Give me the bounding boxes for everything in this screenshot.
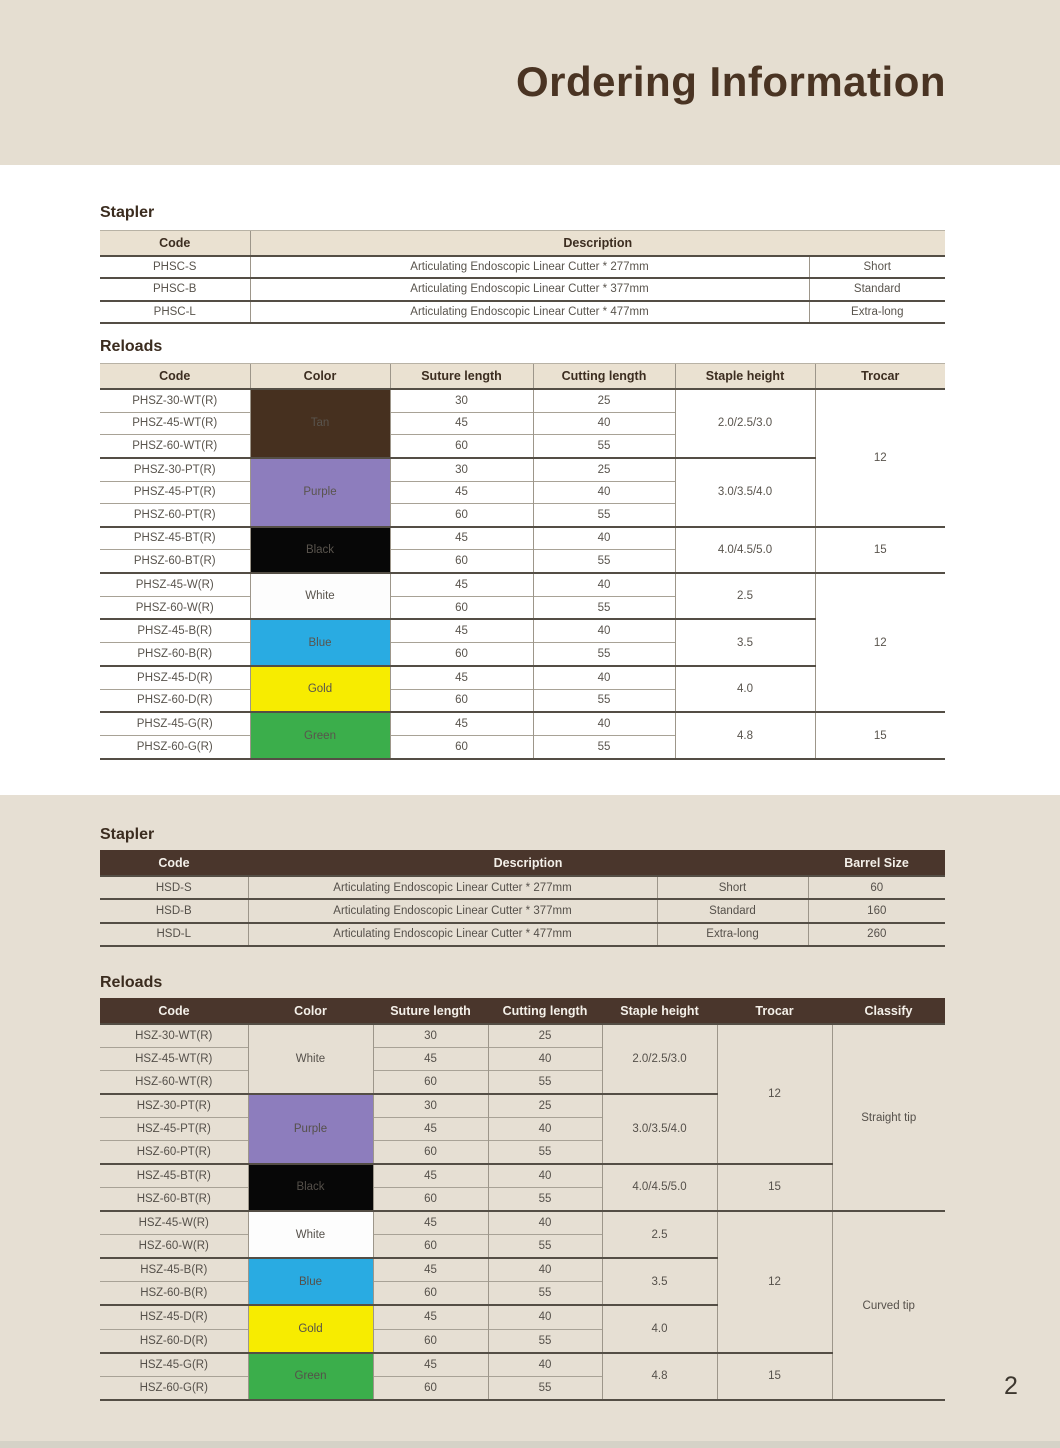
suture-cell: 45 bbox=[390, 481, 533, 503]
trocar-cell: 12 bbox=[815, 573, 945, 712]
suture-cell: 45 bbox=[390, 712, 533, 735]
table-row bbox=[100, 899, 945, 922]
code-cell: HSD-S bbox=[100, 876, 248, 899]
suture-cell: 45 bbox=[390, 412, 533, 434]
col-header-barrel-size: Barrel Size bbox=[808, 850, 945, 876]
code-cell: HSD-B bbox=[100, 899, 248, 922]
section-heading-reloads-1: Reloads bbox=[100, 338, 163, 355]
staple-height-cell: 2.0/2.5/3.0 bbox=[602, 1024, 717, 1094]
stapler-table-2 bbox=[100, 850, 945, 947]
col-header-trocar: Trocar bbox=[717, 998, 832, 1024]
code-cell: HSZ-60-D(R) bbox=[100, 1329, 248, 1353]
section-heading-reloads-2: Reloads bbox=[100, 974, 163, 991]
code-cell: PHSZ-45-PT(R) bbox=[100, 481, 250, 503]
header-banner bbox=[0, 0, 1060, 165]
type-cell: Extra-long bbox=[657, 923, 808, 946]
table-row bbox=[100, 301, 945, 323]
staple-height-cell: 4.0 bbox=[675, 666, 815, 712]
table-row bbox=[100, 278, 945, 300]
col-header-suture-length: Suture length bbox=[373, 998, 488, 1024]
cutting-cell: 25 bbox=[533, 458, 675, 481]
suture-cell: 45 bbox=[373, 1258, 488, 1282]
code-cell: PHSZ-60-BT(R) bbox=[100, 550, 250, 573]
code-cell: PHSZ-30-PT(R) bbox=[100, 458, 250, 481]
stapler-table-1 bbox=[100, 230, 945, 324]
cutting-cell: 40 bbox=[488, 1048, 602, 1071]
cutting-cell: 55 bbox=[488, 1282, 602, 1306]
header-row bbox=[100, 850, 945, 876]
cutting-cell: 55 bbox=[533, 435, 675, 458]
cutting-cell: 55 bbox=[488, 1376, 602, 1400]
trocar-cell: 15 bbox=[815, 712, 945, 759]
cutting-cell: 55 bbox=[488, 1070, 602, 1094]
suture-cell: 60 bbox=[390, 643, 533, 666]
color-swatch: White bbox=[250, 573, 390, 619]
suture-cell: 60 bbox=[390, 736, 533, 759]
code-cell: HSZ-45-B(R) bbox=[100, 1258, 248, 1282]
col-header-code: Code bbox=[100, 850, 248, 876]
code-cell: PHSZ-45-G(R) bbox=[100, 712, 250, 735]
staple-height-cell: 2.5 bbox=[675, 573, 815, 619]
page-number: 2 bbox=[1004, 1372, 1018, 1400]
code-cell: HSZ-60-PT(R) bbox=[100, 1140, 248, 1164]
code-cell: HSZ-60-BT(R) bbox=[100, 1187, 248, 1211]
cutting-cell: 40 bbox=[533, 481, 675, 503]
col-header-cutting-length: Cutting length bbox=[488, 998, 602, 1024]
cutting-cell: 40 bbox=[533, 712, 675, 735]
cutting-cell: 40 bbox=[488, 1164, 602, 1188]
suture-cell: 60 bbox=[390, 435, 533, 458]
trocar-cell: 15 bbox=[815, 527, 945, 573]
suture-cell: 30 bbox=[390, 389, 533, 412]
col-header-trocar: Trocar bbox=[815, 364, 945, 390]
code-cell: PHSZ-30-WT(R) bbox=[100, 389, 250, 412]
suture-cell: 45 bbox=[390, 619, 533, 642]
cutting-cell: 40 bbox=[533, 527, 675, 550]
color-swatch: White bbox=[248, 1024, 373, 1094]
staple-height-cell: 4.0 bbox=[602, 1305, 717, 1352]
cutting-cell: 55 bbox=[488, 1235, 602, 1259]
classify-cell: Straight tip bbox=[832, 1024, 945, 1211]
col-header-code: Code bbox=[100, 231, 250, 257]
type-cell: Short bbox=[657, 876, 808, 899]
suture-cell: 30 bbox=[390, 458, 533, 481]
color-swatch: Black bbox=[248, 1164, 373, 1211]
cutting-cell: 25 bbox=[533, 389, 675, 412]
trocar-cell: 15 bbox=[717, 1353, 832, 1400]
color-swatch: Blue bbox=[248, 1258, 373, 1305]
cutting-cell: 55 bbox=[533, 503, 675, 526]
code-cell: PHSC-S bbox=[100, 256, 250, 278]
code-cell: PHSC-B bbox=[100, 278, 250, 300]
cutting-cell: 40 bbox=[488, 1258, 602, 1282]
cutting-cell: 40 bbox=[533, 619, 675, 642]
code-cell: PHSZ-60-W(R) bbox=[100, 596, 250, 619]
table-row bbox=[100, 1024, 945, 1048]
suture-cell: 45 bbox=[390, 573, 533, 596]
suture-cell: 60 bbox=[373, 1235, 488, 1259]
code-cell: HSZ-45-D(R) bbox=[100, 1305, 248, 1329]
description-cell: Articulating Endoscopic Linear Cutter * 277mm bbox=[248, 876, 657, 899]
cutting-cell: 40 bbox=[488, 1305, 602, 1329]
table-row bbox=[100, 876, 945, 899]
code-cell: PHSC-L bbox=[100, 301, 250, 323]
staple-height-cell: 4.0/4.5/5.0 bbox=[602, 1164, 717, 1211]
col-header-cutting-length: Cutting length bbox=[533, 364, 675, 390]
reloads-table-1 bbox=[100, 363, 945, 760]
suture-cell: 60 bbox=[373, 1070, 488, 1094]
staple-height-cell: 2.5 bbox=[602, 1211, 717, 1258]
color-swatch: Green bbox=[250, 712, 390, 759]
footer-bar bbox=[0, 1441, 1060, 1448]
color-swatch: Tan bbox=[250, 389, 390, 458]
cutting-cell: 55 bbox=[533, 643, 675, 666]
staple-height-cell: 3.5 bbox=[602, 1258, 717, 1305]
col-header-description: Description bbox=[248, 850, 808, 876]
suture-cell: 45 bbox=[373, 1305, 488, 1329]
cutting-cell: 55 bbox=[488, 1329, 602, 1353]
staple-height-cell: 4.8 bbox=[602, 1353, 717, 1400]
col-header-staple-height: Staple height bbox=[602, 998, 717, 1024]
cutting-cell: 25 bbox=[488, 1094, 602, 1118]
table-row bbox=[100, 923, 945, 946]
reloads-table-2 bbox=[100, 998, 945, 1401]
suture-cell: 60 bbox=[373, 1329, 488, 1353]
suture-cell: 45 bbox=[373, 1118, 488, 1141]
col-header-suture-length: Suture length bbox=[390, 364, 533, 390]
color-swatch: Black bbox=[250, 527, 390, 573]
col-header-code: Code bbox=[100, 998, 248, 1024]
code-cell: HSZ-60-B(R) bbox=[100, 1282, 248, 1306]
code-cell: PHSZ-45-D(R) bbox=[100, 666, 250, 689]
cutting-cell: 40 bbox=[533, 412, 675, 434]
table-row bbox=[100, 389, 945, 412]
suture-cell: 60 bbox=[390, 550, 533, 573]
suture-cell: 30 bbox=[373, 1094, 488, 1118]
code-cell: HSZ-60-W(R) bbox=[100, 1235, 248, 1259]
suture-cell: 45 bbox=[373, 1211, 488, 1235]
table-row bbox=[100, 712, 945, 735]
suture-cell: 60 bbox=[373, 1282, 488, 1306]
section-heading-stapler-1: Stapler bbox=[100, 204, 155, 221]
cutting-cell: 55 bbox=[533, 596, 675, 619]
suture-cell: 60 bbox=[390, 503, 533, 526]
classify-cell: Curved tip bbox=[832, 1211, 945, 1400]
header-row bbox=[100, 231, 945, 257]
suture-cell: 60 bbox=[390, 689, 533, 712]
trocar-cell: 15 bbox=[717, 1164, 832, 1211]
table-row bbox=[100, 527, 945, 550]
code-cell: PHSZ-60-PT(R) bbox=[100, 503, 250, 526]
code-cell: HSZ-60-G(R) bbox=[100, 1376, 248, 1400]
code-cell: PHSZ-45-B(R) bbox=[100, 619, 250, 642]
staple-height-cell: 3.5 bbox=[675, 619, 815, 665]
color-swatch: Gold bbox=[250, 666, 390, 712]
cutting-cell: 25 bbox=[488, 1024, 602, 1048]
code-cell: PHSZ-60-WT(R) bbox=[100, 435, 250, 458]
color-swatch: Purple bbox=[250, 458, 390, 527]
cutting-cell: 55 bbox=[488, 1187, 602, 1211]
cutting-cell: 55 bbox=[533, 736, 675, 759]
description-cell: Articulating Endoscopic Linear Cutter * 477mm bbox=[250, 301, 809, 323]
description-cell: Articulating Endoscopic Linear Cutter * 377mm bbox=[248, 899, 657, 922]
suture-cell: 45 bbox=[373, 1164, 488, 1188]
staple-height-cell: 3.0/3.5/4.0 bbox=[675, 458, 815, 527]
table-row bbox=[100, 573, 945, 596]
suture-cell: 45 bbox=[373, 1048, 488, 1071]
table-row bbox=[100, 1164, 945, 1188]
color-swatch: Green bbox=[248, 1353, 373, 1400]
section-heading-stapler-2: Stapler bbox=[100, 826, 155, 843]
cutting-cell: 40 bbox=[488, 1353, 602, 1377]
color-swatch: Blue bbox=[250, 619, 390, 665]
type-cell: Short bbox=[809, 256, 945, 278]
trocar-cell: 12 bbox=[717, 1211, 832, 1353]
barrel-cell: 260 bbox=[808, 923, 945, 946]
suture-cell: 60 bbox=[373, 1140, 488, 1164]
type-cell: Standard bbox=[809, 278, 945, 300]
cutting-cell: 40 bbox=[533, 666, 675, 689]
code-cell: HSD-L bbox=[100, 923, 248, 946]
page-title: Ordering Information bbox=[516, 58, 946, 105]
code-cell: HSZ-45-BT(R) bbox=[100, 1164, 248, 1188]
barrel-cell: 60 bbox=[808, 876, 945, 899]
suture-cell: 60 bbox=[373, 1376, 488, 1400]
code-cell: PHSZ-45-BT(R) bbox=[100, 527, 250, 550]
code-cell: HSZ-30-WT(R) bbox=[100, 1024, 248, 1048]
col-header-classify: Classify bbox=[832, 998, 945, 1024]
code-cell: HSZ-45-W(R) bbox=[100, 1211, 248, 1235]
col-header-color: Color bbox=[250, 364, 390, 390]
trocar-cell: 12 bbox=[717, 1024, 832, 1164]
header-row bbox=[100, 998, 945, 1024]
table-row bbox=[100, 1353, 945, 1377]
code-cell: HSZ-30-PT(R) bbox=[100, 1094, 248, 1118]
type-cell: Extra-long bbox=[809, 301, 945, 323]
col-header-staple-height: Staple height bbox=[675, 364, 815, 390]
code-cell: PHSZ-60-B(R) bbox=[100, 643, 250, 666]
cutting-cell: 55 bbox=[533, 550, 675, 573]
code-cell: HSZ-60-WT(R) bbox=[100, 1070, 248, 1094]
suture-cell: 60 bbox=[390, 596, 533, 619]
code-cell: HSZ-45-G(R) bbox=[100, 1353, 248, 1377]
code-cell: HSZ-45-WT(R) bbox=[100, 1048, 248, 1071]
staple-height-cell: 4.0/4.5/5.0 bbox=[675, 527, 815, 573]
type-cell: Standard bbox=[657, 899, 808, 922]
cutting-cell: 55 bbox=[533, 689, 675, 712]
col-header-description: Description bbox=[250, 231, 945, 257]
table-row bbox=[100, 1211, 945, 1235]
col-header-code: Code bbox=[100, 364, 250, 390]
suture-cell: 45 bbox=[390, 666, 533, 689]
color-swatch: White bbox=[248, 1211, 373, 1258]
code-cell: PHSZ-45-WT(R) bbox=[100, 412, 250, 434]
code-cell: PHSZ-60-D(R) bbox=[100, 689, 250, 712]
staple-height-cell: 2.0/2.5/3.0 bbox=[675, 389, 815, 458]
color-swatch: Purple bbox=[248, 1094, 373, 1164]
cutting-cell: 40 bbox=[533, 573, 675, 596]
description-cell: Articulating Endoscopic Linear Cutter * 277mm bbox=[250, 256, 809, 278]
staple-height-cell: 3.0/3.5/4.0 bbox=[602, 1094, 717, 1164]
trocar-cell: 12 bbox=[815, 389, 945, 527]
code-cell: PHSZ-60-G(R) bbox=[100, 736, 250, 759]
suture-cell: 45 bbox=[390, 527, 533, 550]
table-row bbox=[100, 256, 945, 278]
suture-cell: 60 bbox=[373, 1187, 488, 1211]
cutting-cell: 55 bbox=[488, 1140, 602, 1164]
code-cell: PHSZ-45-W(R) bbox=[100, 573, 250, 596]
staple-height-cell: 4.8 bbox=[675, 712, 815, 759]
description-cell: Articulating Endoscopic Linear Cutter * 377mm bbox=[250, 278, 809, 300]
suture-cell: 45 bbox=[373, 1353, 488, 1377]
barrel-cell: 160 bbox=[808, 899, 945, 922]
code-cell: HSZ-45-PT(R) bbox=[100, 1118, 248, 1141]
description-cell: Articulating Endoscopic Linear Cutter * 477mm bbox=[248, 923, 657, 946]
color-swatch: Gold bbox=[248, 1305, 373, 1352]
cutting-cell: 40 bbox=[488, 1211, 602, 1235]
col-header-color: Color bbox=[248, 998, 373, 1024]
header-row bbox=[100, 364, 945, 390]
cutting-cell: 40 bbox=[488, 1118, 602, 1141]
suture-cell: 30 bbox=[373, 1024, 488, 1048]
